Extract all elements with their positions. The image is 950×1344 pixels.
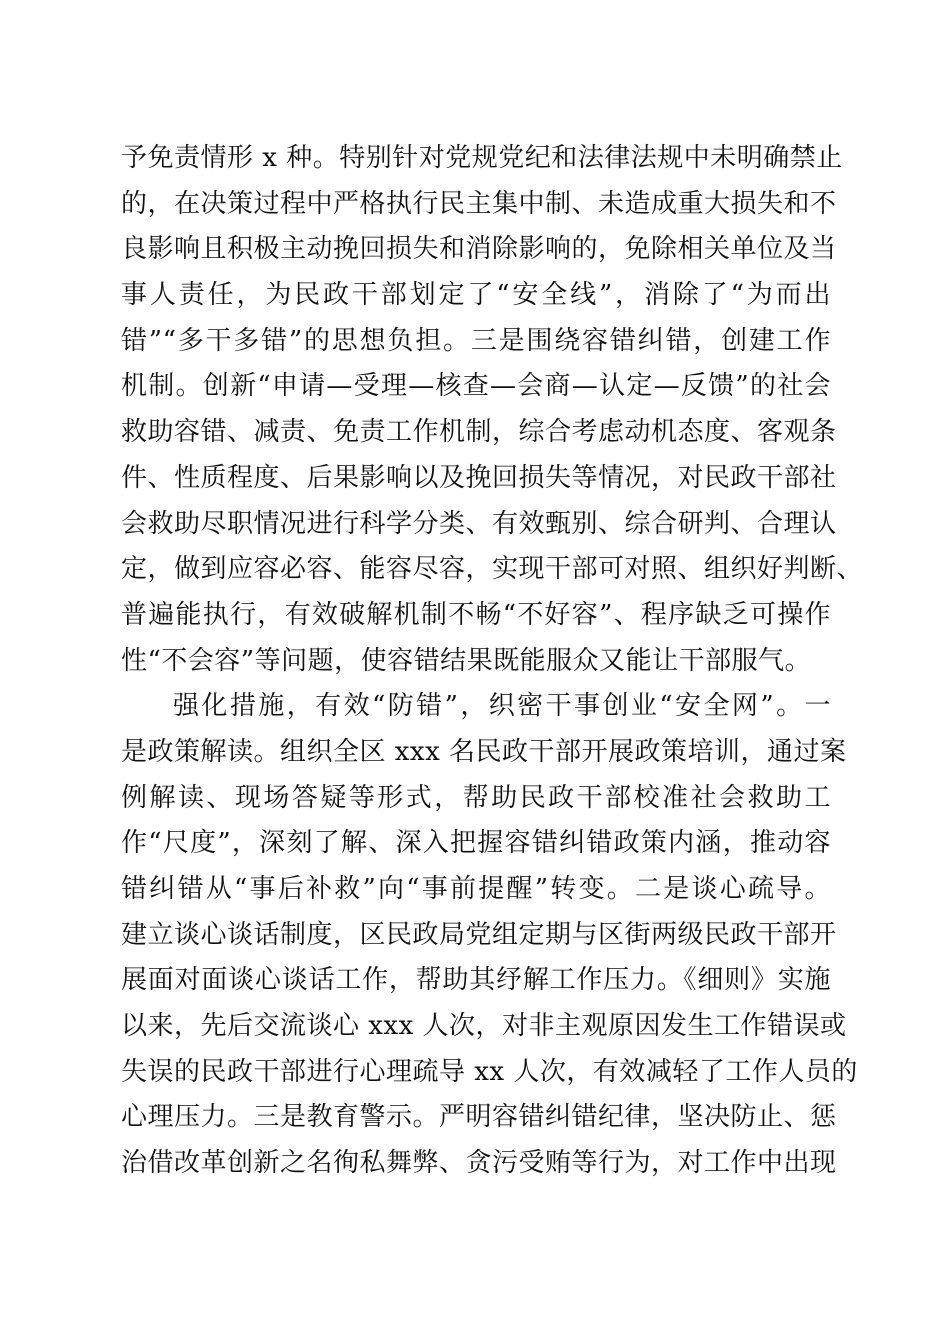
text-line: 救助容错、减责、免责工作机制，综合考虑动机态度、客观条 [121,417,837,448]
text-line: 的，在决策过程中严格执行民主集中制、未造成重大损失和不 [121,188,837,219]
text-line: 件、性质程度、后果影响以及挽回损失等情况，对民政干部社 [121,462,837,493]
text-line: 例解读、现场答疑等形式，帮助民政干部校准社会救助工 [121,782,831,813]
text-line: 失误的民政干部进行心理疏导 xx 人次，有效减轻了工作人员的 [121,1056,858,1087]
text-line: 建立谈心谈话制度，区民政局党组定期与区街两级民政干部开 [121,919,837,950]
text-line: 是政策解读。组织全区 xxx 名民政干部开展政策培训，通过案 [121,736,847,767]
text-line: 错纠错从“事后补救”向“事前提醒”转变。二是谈心疏导。 [121,874,831,904]
text-line: 治借改革创新之名徇私舞弊、贪污受贿等行为，对工作中出现 [121,1148,837,1179]
text-line: 会救助尽职情况进行科学分类、有效甄别、综合研判、合理认 [121,508,837,539]
paragraph-first-line: 强化措施，有效“防错”，织密干事创业“安全网”。一 [173,691,831,722]
text-line: 定，做到应容必容、能容尽容，实现干部可对照、组织好判断、 [121,554,864,585]
text-line: 心理压力。三是教育警示。严明容错纠错纪律，坚决防止、惩 [121,1102,837,1133]
text-line: 普遍能执行，有效破解机制不畅“不好容”、程序缺乏可操作 [121,599,831,630]
text-line: 机制。创新“申请—受理—核查—会商—认定—反馈”的社会 [121,371,831,402]
text-line: 以来，先后交流谈心 xxx 人次，对非主观原因发生工作错误或 [121,1011,847,1042]
text-line: 良影响且积极主动挽回损失和消除影响的，免除相关单位及当 [121,234,837,265]
body-text [121,136,864,1187]
text-line: 予免责情形 x 种。特别针对党规党纪和法律法规中未明确禁止 [121,143,843,173]
text-line: 事人责任，为民政干部划定了“安全线”，消除了“为而出 [121,280,831,311]
text-line: 错”“多干多错”的思想负担。三是围绕容错纠错，创建工作 [121,325,831,356]
text-line: 展面对面谈心谈话工作，帮助其纾解工作压力。《细则》实施 [121,965,831,996]
text-line: 性“不会容”等问题，使容错结果既能服众又能让干部服气。 [121,645,812,676]
text-line: 作“尺度”，深刻了解、深入把握容错纠错政策内涵，推动容 [121,828,831,859]
